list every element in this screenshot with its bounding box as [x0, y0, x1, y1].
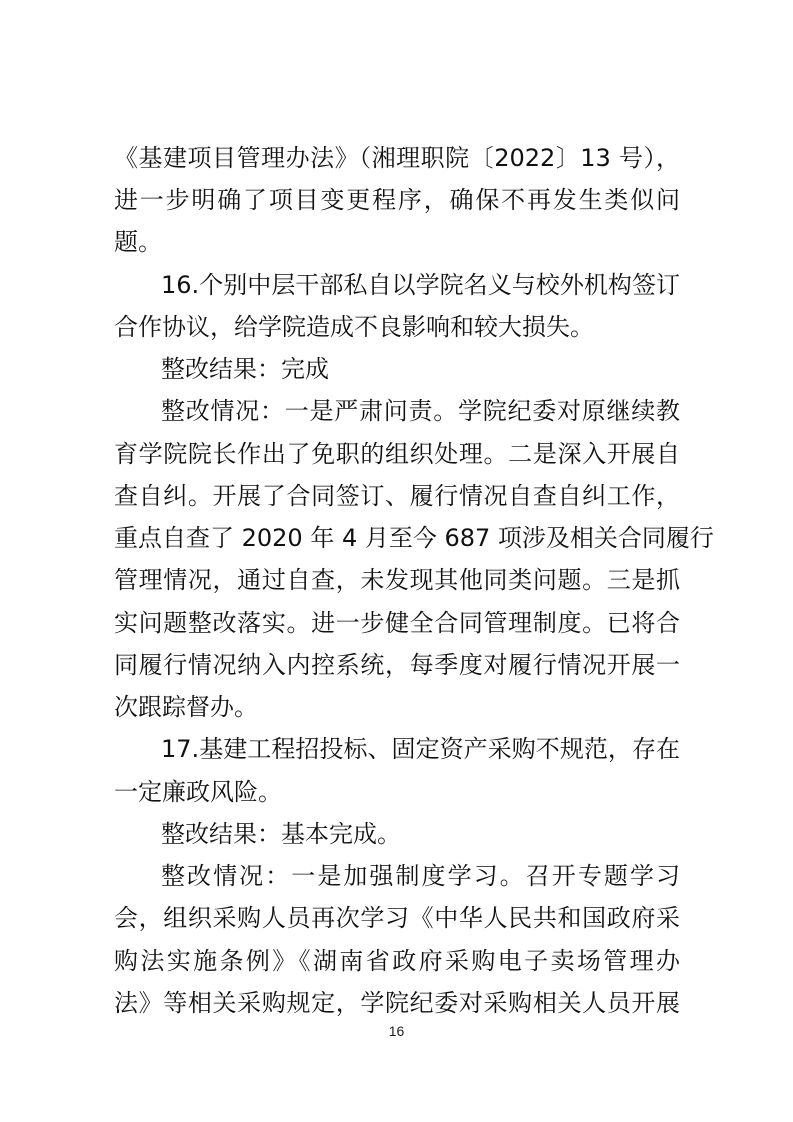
item-16-status-line-1: 整改情况：一是严肃问责。学院纪委对原继续教 [161, 397, 680, 425]
item-17-result: 整改结果：基本完成。 [161, 820, 401, 848]
item-16-status-line-8: 次跟踪督办。 [114, 693, 258, 721]
item-16-status-line-5: 管理情况，通过自查，未发现其他同类问题。三是抓 [114, 566, 680, 594]
item-17-heading-line-1: 17.基建工程招投标、固定资产采购不规范，存在 [161, 735, 680, 763]
item-16-status-line-7: 同履行情况纳入内控系统，每季度对履行情况开展一 [114, 651, 680, 679]
page-number: 16 [388, 1023, 405, 1039]
item-16-status-line-2: 育学院院长作出了免职的组织处理。二是深入开展自 [114, 440, 680, 468]
item-16-status-line-6: 实问题整改落实。进一步健全合同管理制度。已将合 [114, 609, 680, 637]
item-17-status-line-2: 会，组织采购人员再次学习《中华人民共和国政府采 [114, 904, 680, 932]
text-line-1: 《基建项目管理办法》（湘理职院〔2022〕13 号）， [114, 144, 680, 172]
item-16-status-line-3: 查自纠。开展了合同签订、履行情况自查自纠工作， [114, 482, 680, 510]
item-17-heading-line-2: 一定廉政风险。 [114, 778, 282, 806]
item-16-heading-line-1: 16.个别中层干部私自以学院名义与校外机构签订 [161, 271, 680, 299]
item-16-heading-line-2: 合作协议，给学院造成不良影响和较大损失。 [114, 313, 594, 341]
item-16-result: 整改结果：完成 [161, 355, 329, 383]
text-line-3: 题。 [114, 228, 162, 256]
text-line-2: 进一步明确了项目变更程序，确保不再发生类似问 [114, 186, 680, 214]
item-17-status-line-4: 法》等相关采购规定，学院纪委对采购相关人员开展 [114, 989, 680, 1017]
item-17-status-line-1: 整改情况：一是加强制度学习。召开专题学习 [161, 862, 680, 890]
item-16-status-line-4: 重点自查了 2020 年 4 月至今 687 项涉及相关合同履行 [114, 524, 714, 552]
item-17-status-line-3: 购法实施条例》《湖南省政府采购电子卖场管理办 [114, 947, 680, 975]
